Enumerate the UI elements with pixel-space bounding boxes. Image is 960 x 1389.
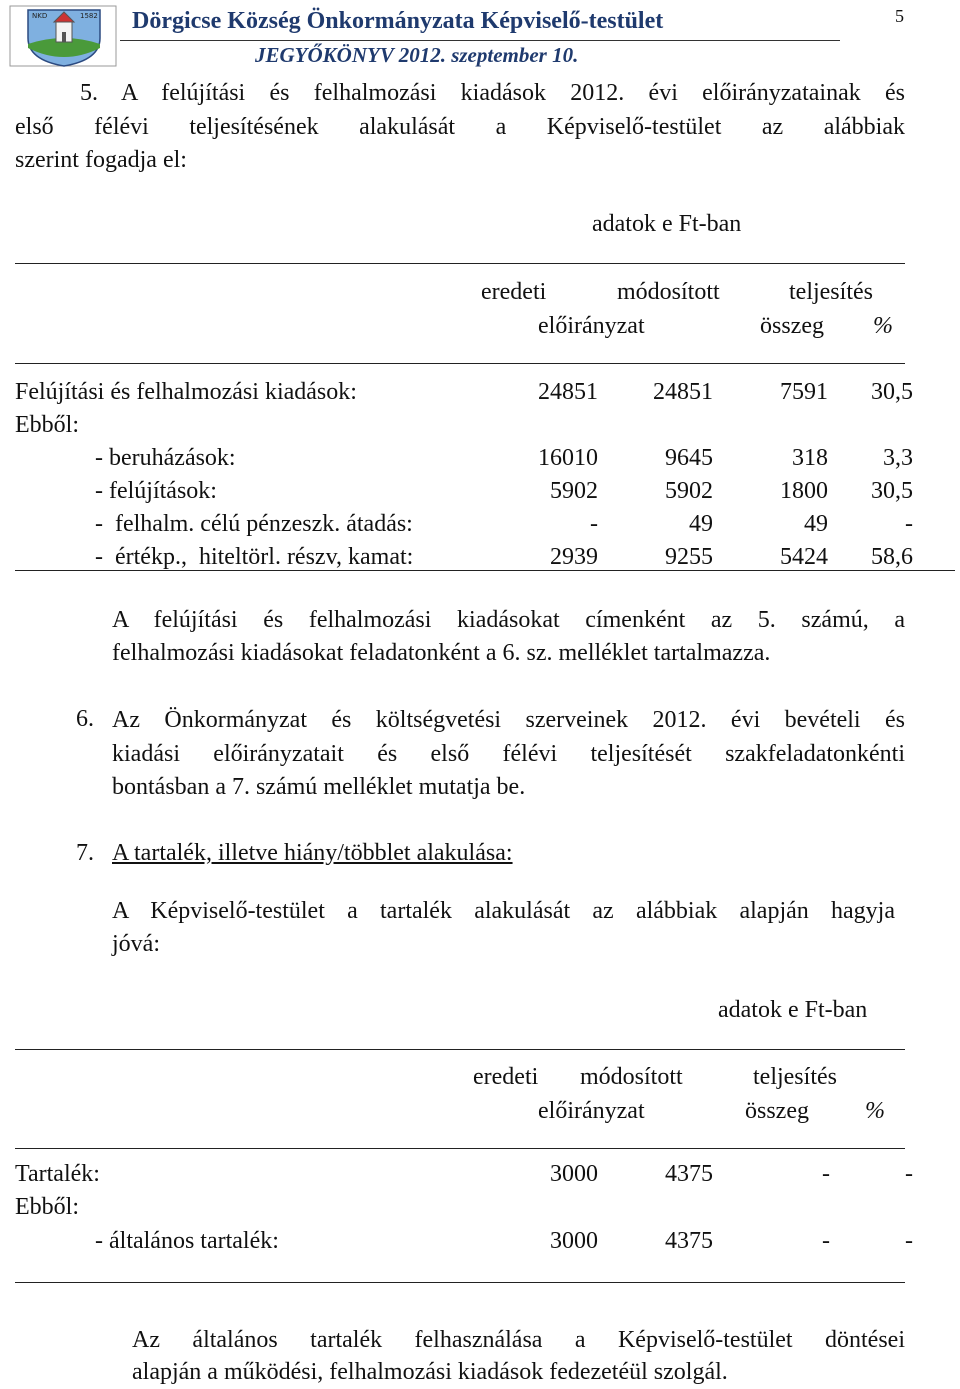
table1-row-v3: 49 bbox=[804, 511, 828, 537]
section6-line-3: bontásban a 7. számú melléklet mutatja be. bbox=[112, 774, 526, 800]
section7-number: 7. bbox=[76, 840, 94, 866]
table1-row-v2: 9645 bbox=[665, 445, 713, 471]
table1-row-label: - felújítások: bbox=[95, 478, 217, 504]
table1-header-modositott: módosított bbox=[617, 279, 720, 305]
table2-row-label: - általános tartalék: bbox=[95, 1228, 279, 1254]
table2-header-teljesites: teljesítés bbox=[753, 1064, 837, 1090]
table2-top-rule bbox=[15, 1049, 905, 1050]
table1-row-label: - beruházások: bbox=[95, 445, 236, 471]
note1-line-1: A felújítási és felhalmozási kiadásokat címenként az 5. számú, a bbox=[112, 607, 905, 633]
table2-header-osszeg: összeg bbox=[745, 1098, 809, 1124]
table2-header-rule bbox=[15, 1148, 905, 1149]
svg-text:NKD: NKD bbox=[32, 12, 48, 20]
section5-line-2: első félévi teljesítésének alakulását a Képviselő-testület az alábbiak bbox=[15, 114, 905, 140]
table1-row-label: Ebből: bbox=[15, 412, 79, 438]
table1-row-v3: 7591 bbox=[780, 379, 828, 405]
note2-line-1: Az általános tartalék felhasználása a Képviselő-testület döntései bbox=[132, 1327, 905, 1353]
table1-row-v4: - bbox=[905, 511, 913, 537]
municipality-coat-of-arms-logo bbox=[8, 4, 118, 68]
table1-row-v2: 9255 bbox=[665, 544, 713, 570]
note2-line-2: alapján a működési, felhalmozási kiadások fedezetéül szolgál. bbox=[132, 1359, 728, 1385]
table2-row-v3: - bbox=[822, 1228, 830, 1254]
table1-row-v1: 2939 bbox=[550, 544, 598, 570]
table1-row-v3: 5424 bbox=[780, 544, 828, 570]
table1-row-label: - értékp., hiteltörl. részv, kamat: bbox=[95, 544, 414, 570]
table2-header-modositott: módosított bbox=[580, 1064, 683, 1090]
table2-row-v2: 4375 bbox=[665, 1228, 713, 1254]
table1-header-percent: % bbox=[873, 313, 893, 339]
header-rule bbox=[120, 40, 840, 41]
table1-units: adatok e Ft-ban bbox=[592, 211, 742, 237]
section7-title: A tartalék, illetve hiány/többlet alakulása: bbox=[112, 840, 513, 866]
table1-row-v4: 58,6 bbox=[871, 544, 913, 570]
table1-row-label: Felújítási és felhalmozási kiadások: bbox=[15, 379, 357, 405]
table1-row-v4: 3,3 bbox=[883, 445, 913, 471]
table2-row-v4: - bbox=[905, 1228, 913, 1254]
table2-units: adatok e Ft-ban bbox=[718, 997, 868, 1023]
table1-header-rule bbox=[15, 363, 905, 364]
table2-row-v4: - bbox=[905, 1161, 913, 1187]
table1-row-v1: - bbox=[590, 511, 598, 537]
section6-number: 6. bbox=[76, 706, 94, 732]
table1-row-label: - felhalm. célú pénzeszk. átadás: bbox=[95, 511, 413, 537]
header-title: Dörgicse Község Önkormányzata Képviselő-testület bbox=[132, 8, 664, 34]
table1-row-v3: 318 bbox=[792, 445, 828, 471]
section5-line-1: 5. A felújítási és felhalmozási kiadások 2012. évi előirányzatainak és bbox=[80, 80, 905, 106]
table1-row-v1: 16010 bbox=[538, 445, 598, 471]
svg-text:1582: 1582 bbox=[80, 12, 98, 20]
table2-row-v1: 3000 bbox=[550, 1161, 598, 1187]
table1-bottom-rule bbox=[15, 570, 955, 571]
note1-line-2: felhalmozási kiadásokat feladatonként a 6. sz. melléklet tartalmazza. bbox=[112, 640, 771, 666]
section6-line-1: Az Önkormányzat és költségvetési szerveinek 2012. évi bevételi és bbox=[112, 707, 905, 733]
page-number: 5 bbox=[895, 6, 904, 26]
table1-header-eredeti: eredeti bbox=[481, 279, 547, 305]
section7-intro-line-1: A Képviselő-testület a tartalék alakulását az alábbiak alapján hagyja bbox=[112, 898, 895, 924]
table1-top-rule bbox=[15, 263, 905, 264]
table1-row-v1: 24851 bbox=[538, 379, 598, 405]
section5-line-3: szerint fogadja el: bbox=[15, 147, 187, 173]
table1-row-v2: 49 bbox=[689, 511, 713, 537]
table1-header-eloiranyzat: előirányzat bbox=[538, 313, 645, 339]
table1-row-v4: 30,5 bbox=[871, 379, 913, 405]
table2-header-eloiranyzat: előirányzat bbox=[538, 1098, 645, 1124]
table2-header-eredeti: eredeti bbox=[473, 1064, 539, 1090]
section6-line-2: kiadási előirányzatait és első félévi teljesítését szakfeladatonkénti bbox=[112, 741, 905, 767]
table2-header-percent: % bbox=[865, 1098, 885, 1124]
table2-row-label: Tartalék: bbox=[15, 1161, 100, 1187]
table1-header-osszeg: összeg bbox=[760, 313, 824, 339]
table1-row-v2: 5902 bbox=[665, 478, 713, 504]
table2-row-v3: - bbox=[822, 1161, 830, 1187]
table2-bottom-rule bbox=[15, 1282, 905, 1283]
table1-row-v2: 24851 bbox=[653, 379, 713, 405]
table1-row-v3: 1800 bbox=[780, 478, 828, 504]
header-subtitle: JEGYŐKÖNYV 2012. szeptember 10. bbox=[255, 43, 579, 67]
table1-header-teljesites: teljesítés bbox=[789, 279, 873, 305]
table1-row-v1: 5902 bbox=[550, 478, 598, 504]
table1-row-v4: 30,5 bbox=[871, 478, 913, 504]
table2-row-label: Ebből: bbox=[15, 1194, 79, 1220]
table2-row-v2: 4375 bbox=[665, 1161, 713, 1187]
table2-row-v1: 3000 bbox=[550, 1228, 598, 1254]
section7-intro-line-2: jóvá: bbox=[112, 931, 160, 957]
